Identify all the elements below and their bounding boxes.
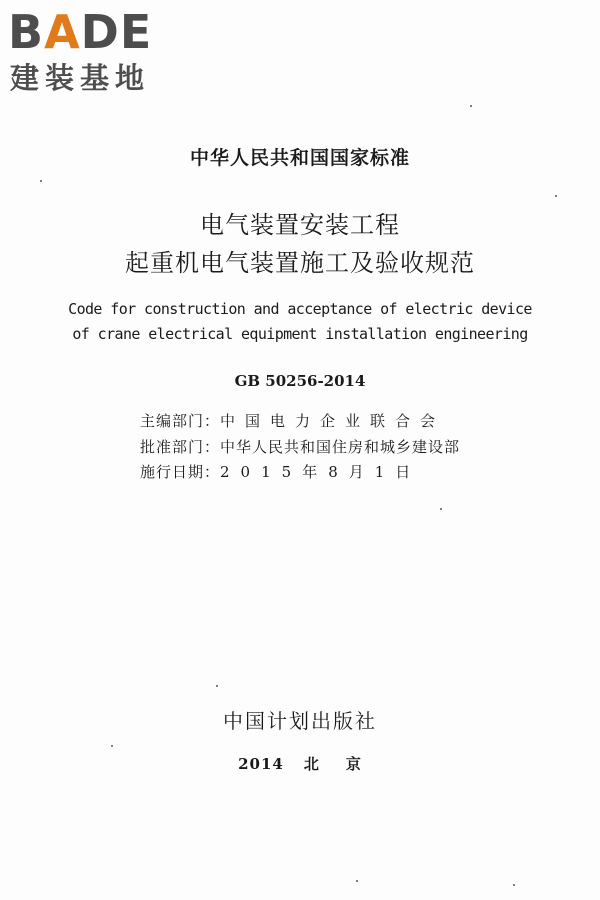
approver-value: 中华人民共和国住房和城乡建设部: [220, 438, 461, 456]
title-line-1: 电气装置安装工程: [200, 211, 400, 239]
editor-label: 主编部门：: [140, 412, 221, 430]
scan-speck: [555, 195, 557, 197]
logo-wordmark: [8, 6, 178, 58]
standard-class: 中华人民共和国国家标准: [189, 147, 410, 169]
approver-label: 批准部门：: [140, 438, 221, 456]
logo-letter: D: [80, 5, 120, 59]
publication-year: 2014: [238, 755, 284, 773]
publication-city-2: 京: [345, 755, 362, 773]
bade-logo: [8, 6, 178, 96]
english-title-line-1: Code for construction and acceptance of electric device: [68, 300, 532, 318]
publisher-name: 中国计划出版社: [223, 709, 377, 733]
scan-speck: [513, 884, 515, 886]
editor-value: 中国电力企业联合会: [220, 412, 446, 430]
publication-line: [0, 753, 600, 774]
logo-letter: E: [119, 5, 153, 59]
approver-department: [140, 436, 480, 457]
publication-city-1: 北: [303, 755, 320, 773]
scan-speck: [440, 508, 442, 510]
english-title-line-2: of crane electrical equipment installation engineering: [72, 325, 528, 343]
standard-code: GB 50256-2014: [234, 372, 366, 390]
logo-subtitle: 建装基地: [10, 61, 151, 95]
scan-speck: [356, 880, 358, 882]
scan-speck: [40, 180, 42, 182]
scan-speck: [216, 685, 218, 687]
title-line-2: 起重机电气装置施工及验收规范: [125, 249, 475, 277]
effective-value: 2015年8月1日: [220, 463, 422, 481]
effective-date: [140, 461, 480, 482]
logo-letter-accent: A: [44, 5, 81, 59]
effective-label: 施行日期：: [140, 463, 221, 481]
scan-speck: [470, 105, 472, 107]
logo-letter: B: [8, 5, 45, 59]
editor-department: [140, 410, 480, 431]
scan-speck: [111, 745, 113, 747]
